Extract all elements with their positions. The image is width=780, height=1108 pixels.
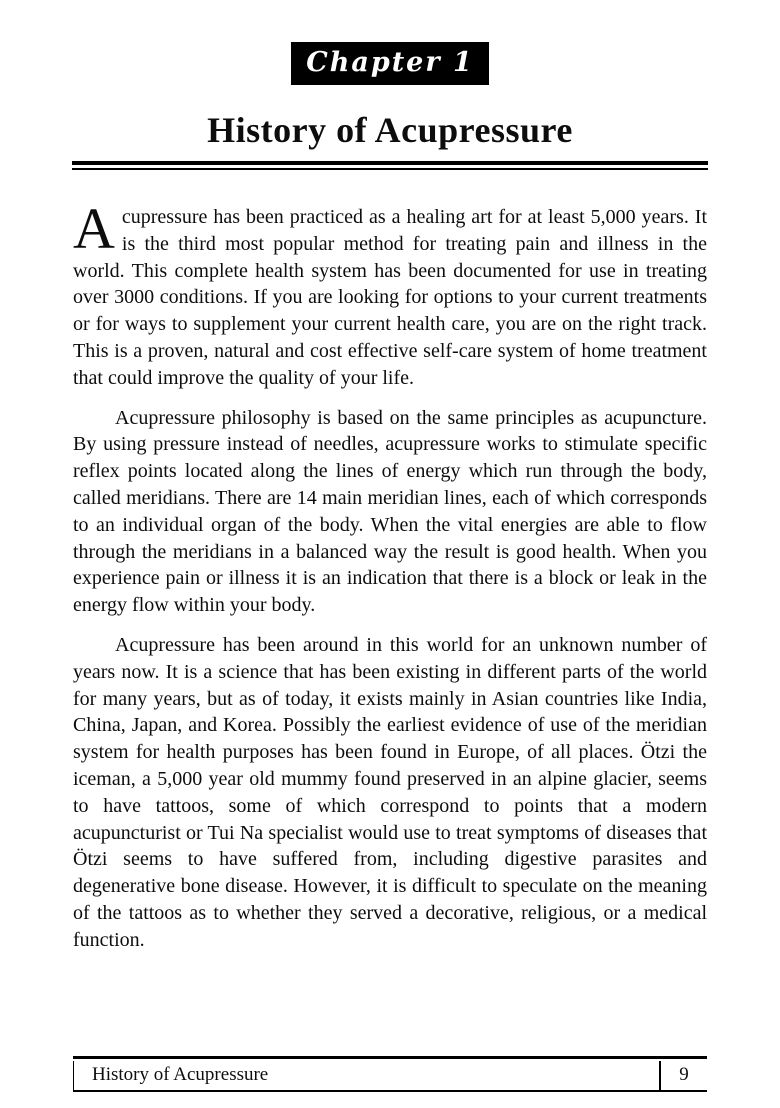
paragraph-3: Acupressure has been around in this world for an unknown number of years now. It is a science that has been existing in different parts of the world for many years, but as of today, it exists mainly in Asian countries like India, China, Japan, and Korea. Possibly the earliest evidence of use of the meridian system for health purposes has been found in Europe, of all places. Ötzi the iceman, a 5,000 year old mummy found preserved in an alpine glacier, seems to have tattoos, some of which correspond to points that a modern acupuncturist or Tui Na specialist would use to treat symptoms of diseases that Ötzi seems to have suffered from, including digestive parasites and degenerative bone disease. However, it is difficult to speculate on the meaning of the tattoos as to whether they served a decorative, religious, or a medical function. xyxy=(73,633,707,951)
body-text xyxy=(73,196,707,954)
footer-title: History of Acupressure xyxy=(92,1064,269,1085)
title-rule-thick xyxy=(72,161,708,165)
chapter-label: Chapter 1 xyxy=(306,47,474,78)
drop-cap: A xyxy=(73,196,115,261)
paragraph-1 xyxy=(73,196,707,392)
paragraph-2: Acupressure philosophy is based on the same principles as acupuncture. By using pressure instead of needles, acupressure works to stimulate specific reflex points located along the lines of energy which run through the body, called meridians. There are 14 main meridian lines, each of which corresponds to an individual organ of the body. When the vital energies are able to flow through the meridians in a balanced way the result is good health. When you experience pain or illness it is an indication that there is a block or leak in the energy flow within your body. xyxy=(73,406,707,617)
chapter-badge xyxy=(291,42,489,85)
page-title: History of Acupressure xyxy=(207,110,573,150)
footer-row xyxy=(73,1061,707,1092)
page-footer xyxy=(73,1056,707,1092)
footer-page-number: 9 xyxy=(659,1061,707,1090)
title-rule-thin xyxy=(72,168,708,170)
title-rule xyxy=(72,161,708,170)
footer-top-rule xyxy=(73,1056,707,1059)
paragraph-1-text: cupressure has been practiced as a healing art for at least 5,000 years. It is the third most popular method for treating pain and illness in the world. This complete health system has been documented for use in treating over 3000 conditions. If you are looking for options to your current treatments or for ways to supplement your current health care, you are on the right track. This is a proven, natural and cost effective self-care system of home treatment that could improve the quality of your life. xyxy=(73,206,707,389)
